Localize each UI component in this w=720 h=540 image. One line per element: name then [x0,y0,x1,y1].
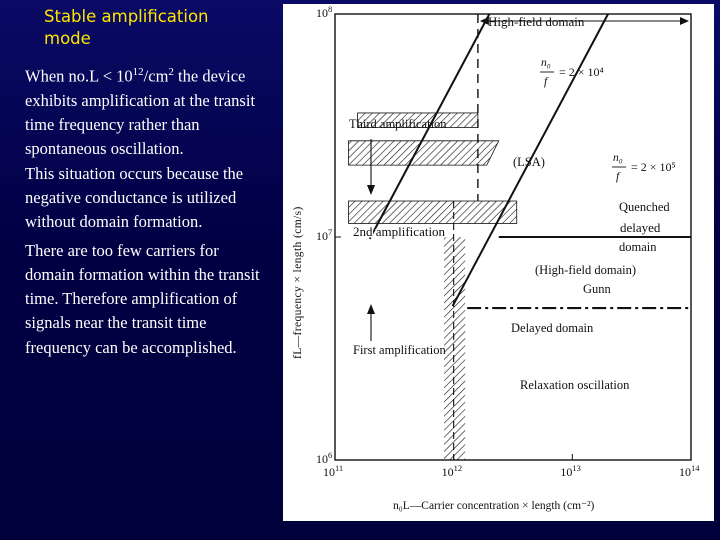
condition-unit-exponent: 2 [168,66,174,78]
region-label-quenched: Quenched [619,200,670,214]
y-tick-exp-8: 8 [328,4,333,14]
x-tick-label-14: $10^{14}$ [679,463,700,479]
mode-diagram [283,4,714,521]
first-amplification-arrowhead [367,304,375,314]
y-tick-exp-7: 7 [328,227,333,237]
x-tick-label-13: $10^{13}$ [560,463,581,479]
region-label-gunn: Gunn [583,282,611,296]
x-tick-exp-14: 14 [691,463,700,473]
condition-exponent: 12 [132,66,144,78]
ratio-label-f-1: f [544,76,548,88]
region-label-first-amplification: First amplification [353,343,446,357]
slide-title: Stable amplification mode [44,7,209,48]
x-tick-exp-13: 13 [572,463,581,473]
paragraph-condition [25,60,270,162]
condition-lead: When no.L < 10 [25,66,133,86]
ratio-label-value-1: = 2 × 10⁴ [559,65,604,79]
gunn-band [349,201,517,223]
high-field-arrow-right [680,17,689,25]
region-label-domain: domain [619,240,657,254]
region-label-delayed: delayed [620,220,661,235]
region-label-lsa: (LSA) [513,155,545,169]
region-label-high-field-domain: (High-field domain) [535,263,637,277]
condition-rest: the device exhibits amplification at the transit time frequency rather than spontaneous oscillation. [25,66,256,159]
region-label-delayed-domain: Delayed domain [511,321,594,335]
ratio-label-n-1: n₀ [541,57,551,69]
body-text [25,60,270,360]
y-tick-label-6: $10^6$ [316,450,333,466]
x-axis-title: n₀L—Carrier concentration × length (cm⁻²) [393,500,595,512]
first-amplification-band [444,237,465,460]
x-tick-exp-12: 12 [453,463,463,473]
paragraph-explanation: There are too few carriers for domain formation within the transit time. Therefore amplification of signals near the transit time frequency can be accomplished. [25,240,260,357]
paragraph-reason: This situation occurs because the negative conductance is utilized without domain formation. [25,163,244,232]
condition-unit: /cm [143,66,169,86]
region-label-high-field-domain: High-field domain [488,14,585,29]
mode-chart-svg [283,4,714,521]
third-amplification-arrowhead [367,185,375,195]
ratio-label-value-2: = 2 × 10⁵ [631,160,676,174]
ratio-label-f-2: f [616,171,620,183]
x-tick-exp-11: 11 [335,463,344,473]
region-label-2nd-amplification: 2nd amplification [353,224,446,239]
y-tick-label-7: $10^7$ [316,227,333,243]
region-label-third-amplification: Third amplification [349,117,447,131]
ratio-label-n-2: n₀ [613,152,623,164]
x-tick-label-11: $10^{11}$ [323,463,344,479]
region-label-relaxation-oscillation: Relaxation oscillation [520,378,630,392]
y-tick-label-8: $10^8$ [316,4,333,20]
y-tick-exp-6: 6 [328,450,333,460]
y-axis-title: fL—frequency × length (cm/s) [292,206,304,359]
x-tick-label-12: $10^{12}$ [441,463,463,479]
